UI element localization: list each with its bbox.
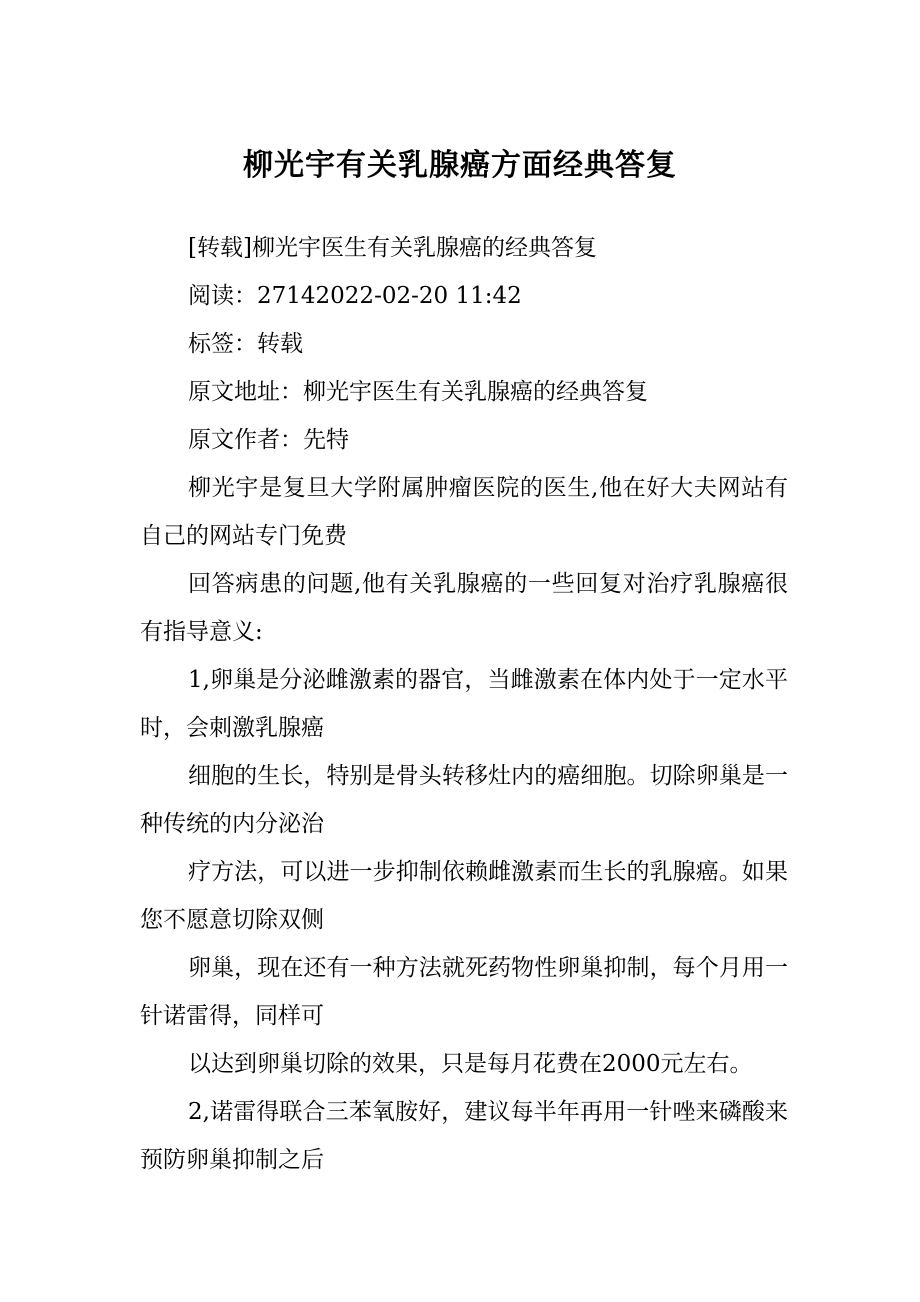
paragraph: 1,卵巢是分泌雌激素的器官，当雌激素在体内处于一定水平时，会刺激乳腺癌 [140,667,788,741]
paragraph-read-count-date: 阅读：27142022-02-20 11:42 [188,283,522,309]
document-title: 柳光宇有关乳腺癌方面经典答复 [243,148,677,183]
paragraph: 卵巢，现在还有一种方法就死药物性卵巢抑制，每个月用一针诺雷得，同样可 [140,955,788,1029]
paragraph-source-author: 原文作者：先特 [188,427,349,453]
paragraph: 柳光宇是复旦大学附属肿瘤医院的医生,他在好大夫网站有自己的网站专门免费 [140,475,788,549]
paragraph: 细胞的生长，特别是骨头转移灶内的癌细胞。切除卵巢是一种传统的内分泌治 [140,763,788,837]
paragraph: 回答病患的问题,他有关乳腺癌的一些回复对治疗乳腺癌很有指导意义: [140,571,788,645]
paragraph-source-address: 原文地址：柳光宇医生有关乳腺癌的经典答复 [188,379,648,405]
paragraph: 2,诺雷得联合三苯氧胺好，建议每半年再用一针唑来磷酸来预防卵巢抑制之后 [140,1099,788,1173]
paragraph-repost-title: [转载]柳光宇医生有关乳腺癌的经典答复 [188,235,597,261]
paragraph: 疗方法，可以进一步抑制依赖雌激素而生长的乳腺癌。如果您不愿意切除双侧 [140,859,788,933]
document-body [140,224,788,1184]
paragraph-tags: 标签：转载 [188,331,303,357]
paragraph: 以达到卵巢切除的效果，只是每月花费在2000元左右。 [188,1051,753,1077]
